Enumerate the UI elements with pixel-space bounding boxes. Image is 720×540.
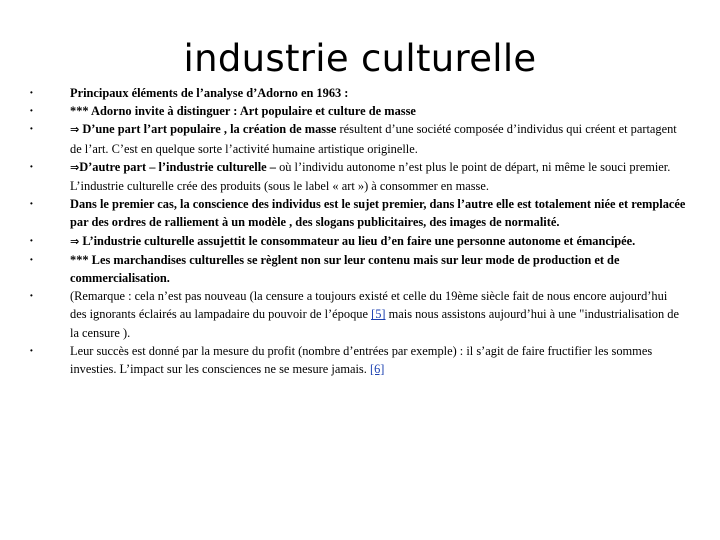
bullet-text: Leur succès est donné par la mesure du profit (nombre d’entrées par exemple) : il s’agit de faire fructifier les sommes investies. L’impact sur les consciences ne se mesure jamais. bbox=[70, 343, 653, 377]
bullet-text-bold: D’une part l’art populaire , la création de masse bbox=[82, 122, 337, 137]
arrow-icon: ⇒ bbox=[70, 234, 80, 248]
bullet-list bbox=[30, 84, 686, 378]
arrow-icon: ⇒ bbox=[70, 160, 80, 174]
bullet-item bbox=[30, 158, 686, 195]
bullet-item bbox=[30, 195, 686, 231]
arrow-icon: ⇒ bbox=[70, 123, 80, 137]
bullet-item bbox=[30, 251, 686, 287]
bullet-item bbox=[30, 287, 686, 342]
bullet-text-bold: D’autre part – l’industrie culturelle – bbox=[79, 159, 276, 174]
bullet-text-bold: *** Les marchandises culturelles se règlent non sur leur contenu mais sur leur mode de production et de commercialisation. bbox=[70, 252, 620, 286]
bullet-text-bold: *** Adorno invite à distinguer : Art populaire et culture de masse bbox=[70, 104, 416, 119]
bullet-item bbox=[30, 120, 686, 157]
bullet-text: où l’individu autonome n’est plus le point de départ, ni même le souci premier. L’industrie culturelle crée des produits (sous le label « art ») à consommer en masse. bbox=[70, 159, 671, 194]
bullet-text: mais nous assistons aujourd’hui à une "industrialisation de la censure ). bbox=[70, 307, 679, 340]
bullet-item bbox=[30, 232, 686, 251]
bullet-item bbox=[30, 342, 686, 378]
footnote-link-6[interactable]: [6] bbox=[369, 362, 385, 377]
bullet-text: résultent d’une société composée d’individus qui créent et partagent de l’art. C’est en quelque sorte l’activité humaine artistique originelle. bbox=[70, 122, 677, 156]
bullet-text-bold: Dans le premier cas, la conscience des individus est le sujet premier, dans l’autre elle est totalement niée et remplacée par des ordres de ralliement à un modèle , des slogans publicitaires, des images de normalité. bbox=[70, 197, 686, 230]
bullet-item bbox=[30, 84, 686, 102]
slide-title: industrie culturelle bbox=[183, 36, 537, 80]
footnote-link-5[interactable]: [5] bbox=[371, 307, 386, 322]
bullet-item bbox=[30, 102, 686, 120]
bullet-text-bold: L’industrie culturelle assujettit le consommateur au lieu d’en faire une personne autonome et émancipée. bbox=[82, 233, 636, 248]
bullet-text-bold: Principaux éléments de l’analyse d’Adorno en 1963 : bbox=[70, 86, 349, 100]
bullet-text: (Remarque : cela n’est pas nouveau (la censure a toujours existé et celle du 19ème siècle fait de nous encore aujourd’hui des ignorants éclairés au lampadaire du pouvoir de l’époque bbox=[70, 289, 668, 322]
